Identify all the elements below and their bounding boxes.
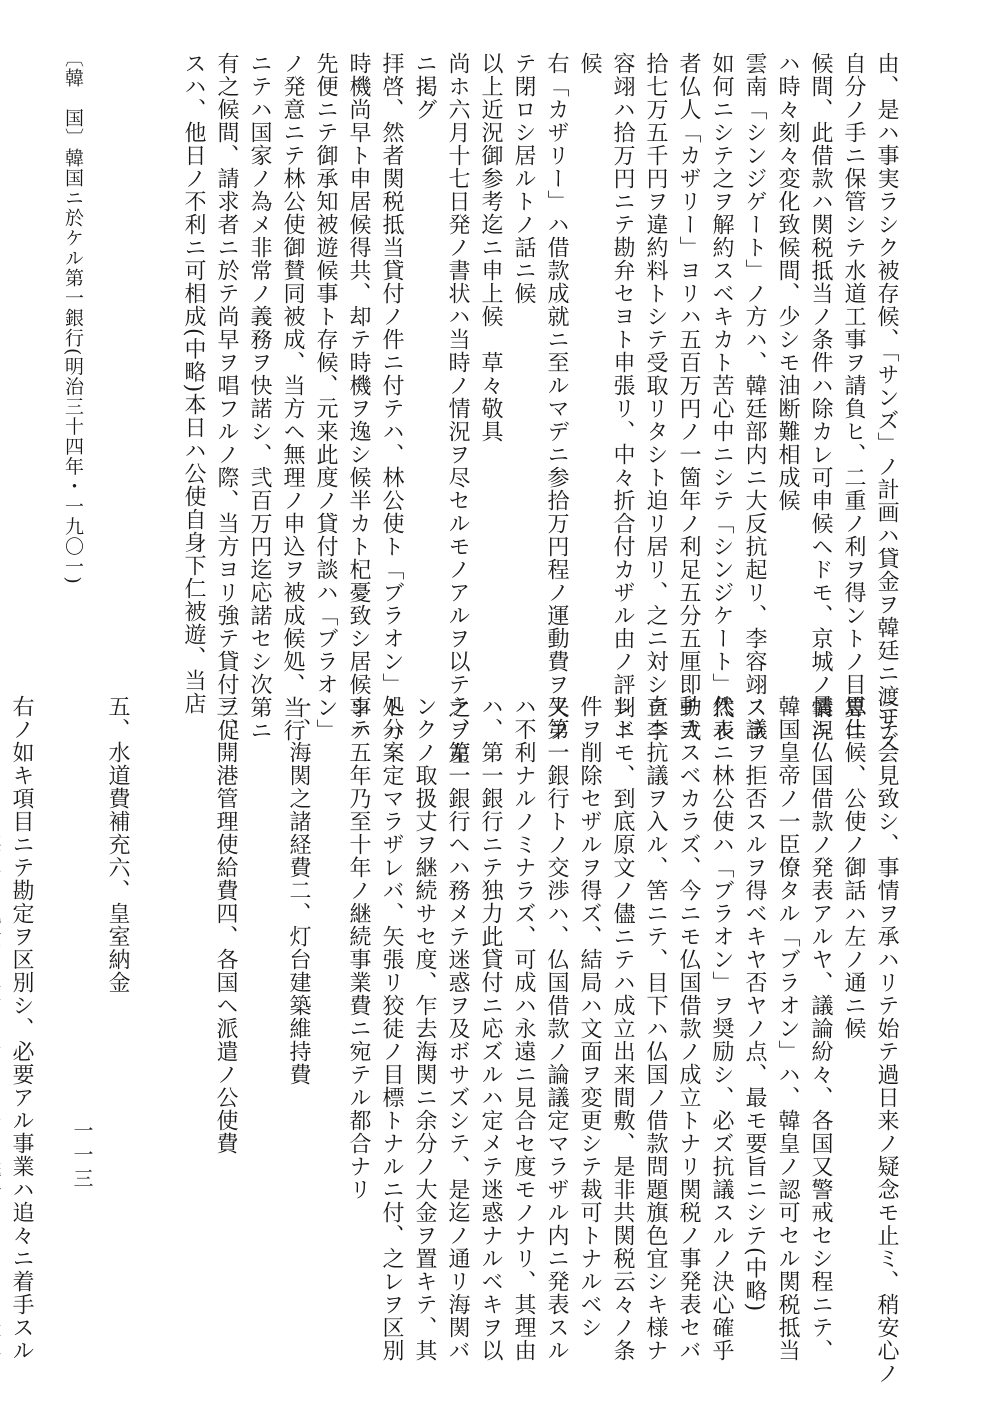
text-column: ハ時々刻々変化致候間、少シモ油断難相成候 <box>775 52 800 512</box>
list-item-pair <box>38 695 196 1385</box>
list-item: 二、灯台建築維持費 <box>286 879 311 1086</box>
text-column <box>0 695 5 1385</box>
text-column: 右ノ如キ項目ニテ勘定ヲ区別シ、必要アル事業ハ追々ニ着手スル <box>9 695 34 1362</box>
text-column: 先便ニテ御承知被遊候事ト存候、元来此度ノ貸付談ハ「ブラオン」 <box>313 52 338 742</box>
list-item-pair <box>196 695 254 1385</box>
text-column: 有之候間、請求者ニ於テ尚早ヲ唱フルノ際、当方ヨリ強テ貸付ヲ促 <box>214 52 239 742</box>
text-column: ハ不利ナルノミナラズ、可成ハ永遠ニ見合セ度モノナリ、其理由 <box>511 695 536 1362</box>
list-item: 六、皇室納金 <box>105 856 130 994</box>
text-column: 候 <box>577 52 602 75</box>
text-column: ニテハ国家ノ為メ非常ノ義務ヲ快諾シ、弐百万円迄応諾セシ次第ニ <box>247 52 272 742</box>
text-column: 拝啓、然者関税抵当貸付ノ件ニ付テハ、林公使ト「ブラオン」トハ <box>379 52 404 742</box>
list-item: 四、各国ヘ派遣ノ公使費 <box>213 902 238 1155</box>
text-column: 拾七万五千円ヲ違約料トシテ受取リタシト迫リ居リ、之ニ対シテ李 <box>643 52 668 742</box>
text-column: 容翊ハ拾万円ニテ勘弁セヨト申張リ、中々折合付カザル由ノ評判ニ <box>610 52 635 742</box>
text-column: ニ掲グ <box>412 52 437 121</box>
text-column: ノ発意ニテ林公使御賛同被成、当方ヘ無理ノ申込ヲ被成候処、当行 <box>280 52 305 742</box>
text-column: 候間、此借款ハ関税抵当ノ条件ハ除カレ可申候ヘドモ、京城ノ情況 <box>808 52 833 742</box>
header-section: 〔韓 国〕 <box>62 48 84 148</box>
header-era: (明治三十四年・一九〇一) <box>62 348 84 585</box>
text-column: ハ、第一銀行ニテ独力此貸付ニ応ズルハ定メテ迷惑ナルベキヲ以 <box>478 695 503 1362</box>
text-column: 右「カザリー」ハ借款成就ニ至ルマデニ参拾万円程ノ運動費ヲ失フ <box>544 52 569 742</box>
text-column: 韓国皇帝ノ一臣僚タル「ブラオン」ハ、韓皇ノ認可セル関税抵当 <box>775 695 800 1362</box>
list-item: 三、開港管理使給費 <box>213 695 238 902</box>
text-column: テ閉ロシ居ルトノ話ニ候 <box>511 52 536 305</box>
text-column: 雲南「シンジゲート」ノ方ハ、韓廷部内ニ大反抗起リ、李容翊スラ <box>742 52 767 742</box>
text-column: 又第一銀行トノ交渉ハ、仏国借款ノ論議定マラザル内ニ発表スル <box>544 695 569 1362</box>
text-column: 然ルニ林公使ハ「ブラオン」ヲ奨励シ、必ズ抗議スルノ決心確乎 <box>709 695 734 1362</box>
text-column: 由、是ハ事実ラシク被存候、「サンズ」ノ計画ハ貸金ヲ韓廷ニ渡サズ <box>874 52 899 754</box>
text-column: 自分ノ手ニ保管シテ水道工事ヲ請負ヒ、二重ノ利ヲ得ントノ目算ニ <box>841 52 866 742</box>
text-column: ニテ会見致シ、事情ヲ承ハリテ始テ過日来ノ疑念モ止ミ、稍安心ノ <box>874 695 899 1385</box>
list-item: 五、水道費補充 <box>105 695 130 856</box>
page-number: 一一三 <box>70 1120 94 1192</box>
text-column: ノ議ヲ拒否スルヲ得ベキヤ否ヤノ点、最モ要旨ニシテ(中略) <box>742 695 767 1313</box>
upper-text-block <box>177 52 903 765</box>
header-chapter: 韓国ニ於ケル第一銀行 <box>62 148 84 348</box>
text-column: スハ、他日ノ不利ニ可相成(中略)本日ハ公使自身下仁被遊、当店 <box>181 52 206 716</box>
text-column: 以上近況御参考迄ニ申上候 草々敬具 <box>478 52 503 443</box>
text-column: 尚ホ六月十七日発ノ書状ハ当時ノ情況ヲ尽セルモノアルヲ以テ之ヲ左 <box>445 52 470 765</box>
text-column: 如何ニシテ之ヲ解約スベキカト苦心中ニシテ「シンジケート」代表 <box>709 52 734 742</box>
text-column: 曩ニ仏国借款ノ発表アルヤ、議論紛々、各国又警戒セシ程ニテ、 <box>808 695 833 1362</box>
running-header <box>58 48 88 585</box>
text-column: ンクノ取扱丈ヲ継続サセ度、乍去海関ニ余分ノ大金ヲ置キテ、其 <box>412 695 437 1362</box>
list-item-pair <box>254 695 342 1385</box>
text-column: レドモ、到底原文ノ儘ニテハ成立出来間敷、是非共関税云々ノ条 <box>610 695 635 1362</box>
text-column: 動カスベカラズ、今ニモ仏国借款ノ成立トナリ関税ノ事発表セバ <box>676 695 701 1362</box>
text-column: 件ヲ削除セザルヲ得ズ、結局ハ文面ヲ変更シテ裁可トナルベシ <box>577 695 602 1339</box>
text-column: シテ五年乃至十年ノ継続事業費ニ宛テル都合ナリ <box>346 695 371 1201</box>
lower-text-block <box>0 695 903 1385</box>
text-column: 直ニ抗議ヲ入ル、筈ニテ、目下ハ仏国ノ借款問題旗色宜シキ様ナ <box>643 695 668 1362</box>
text-column: 者仏人「カザリー」ヨリハ五百万円ノ一箇年ノ利足五分五厘即チ弐 <box>676 52 701 742</box>
text-column: 処分案定マラザレバ、矢張リ狡徒ノ目標トナルニ付、之レヲ区別 <box>379 695 404 1362</box>
text-column: 時機尚早ト申居候得共、却テ時機ヲ逸シ候半カト杞憂致シ居候事ハ <box>346 52 371 742</box>
text-column: 思仕候、公使ノ御話ハ左ノ通ニ候 <box>841 695 866 1040</box>
text-column: テ、第一銀行ヘハ務メテ迷惑ヲ及ボサズシテ、是迄ノ通リ海関バ <box>445 695 470 1362</box>
list-item: 一、海関之諸経費 <box>286 695 311 879</box>
